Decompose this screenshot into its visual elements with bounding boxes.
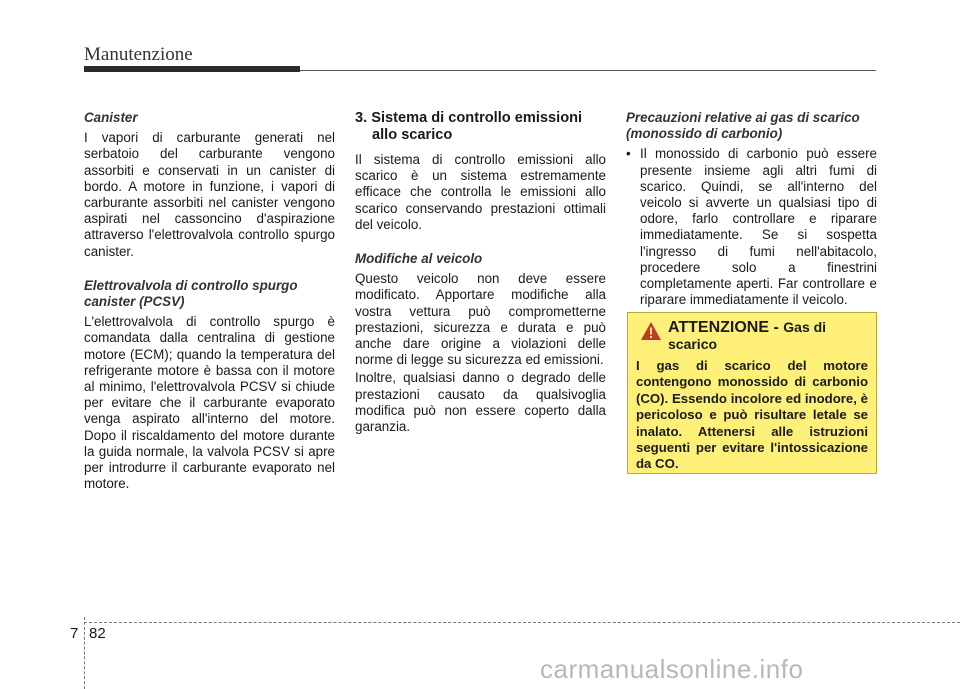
emission-intro: Il sistema di controllo emissioni allo scarico è un sistema estremamente efficace che controlla le emissioni allo scarico conservando prestazioni ottimali del veicolo. <box>355 152 606 232</box>
column-right <box>626 110 877 308</box>
header-bar <box>84 66 300 72</box>
watermark: carmanualsonline.info <box>540 654 804 684</box>
warning-title-sub: Gas di scarico <box>668 319 827 352</box>
canister-text: I vapori di carburante generati nel serbatoio del carburante vengono assorbiti e conservati in un canister di bordo. A motore in funzione, i vapori di carburante assorbiti nel canister vengono aspirati nel cassoncino d'aspirazione attraverso l'elettrovalvola controllo spurgo canister. <box>84 130 335 259</box>
page-section-title: Manutenzione <box>84 44 193 65</box>
precauzioni-bullet <box>626 146 877 308</box>
modifiche-heading: Modifiche al veicolo <box>355 251 483 267</box>
warning-triangle-icon <box>640 321 662 341</box>
modifiche-text-1: Questo veicolo non deve essere modificato. Apportare modifiche alla vostra vettura può comprometterne prestazioni, sicurezza e durata e può anche dare origine a violazioni delle norme di legge su sicurezza ed emissioni. <box>355 271 606 368</box>
bullet-dot: • <box>626 146 631 162</box>
footer-rule <box>84 622 960 623</box>
modifiche-text-2: Inoltre, qualsiasi danno o degrado delle prestazioni causato da qualsivoglia modifica può non essere coperto dalla garanzia. <box>355 370 606 435</box>
precauzioni-heading: Precauzioni relative ai gas di scarico (monossido di carbonio) <box>626 110 860 142</box>
pcsv-heading: Elettrovalvola di controllo spurgo canister (PCSV) <box>84 277 298 310</box>
footer-divider <box>84 617 85 689</box>
column-left <box>84 110 335 510</box>
pcsv-text: L'elettrovalvola di controllo spurgo è comandata dalla centralina di gestione motore (ECM); quando la temperatura del refrigerante motore è bassa con il motore al minimo, l'elettrovalvola PCSV si chiude per evitare che il carburante evaporato venga aspirato all'interno del motore. Dopo il riscaldamento del motore durante la guida normale, la valvola PCSV si apre per introdurre il carburante evaporato nel motore. <box>84 314 335 492</box>
header-rule <box>300 70 876 71</box>
column-middle <box>355 110 606 453</box>
warning-title <box>668 319 868 353</box>
warning-box <box>627 312 877 474</box>
warning-text: I gas di scarico del motore contengono monossido di carbonio (CO). Essendo incolore ed inodore, è pericoloso e può risultare letale se inalato. Attenersi alle istruzioni seguenti per evitare l'intossicazione da CO. <box>636 358 868 472</box>
emission-section-title: 3. Sistema di controllo emissioni allo scarico <box>355 110 583 143</box>
page-number: 82 <box>89 625 106 642</box>
canister-heading: Canister <box>84 110 138 125</box>
precauzioni-bullet-text: Il monossido di carbonio può essere presente insieme agli altri fumi di scarico. Quindi, se all'interno del veicolo si avverte un qualsiasi tipo di odore, farlo controllare e riparare immediatamente. Se si sospetta l'ingresso di fumi nell'abitacolo, procedere solo a finestrini completamente aperti. Far controllare e riparare immediatamente il veicolo. <box>640 146 877 308</box>
warning-header <box>636 319 868 353</box>
warning-title-main: ATTENZIONE - <box>668 319 779 336</box>
chapter-number: 7 <box>70 625 79 642</box>
